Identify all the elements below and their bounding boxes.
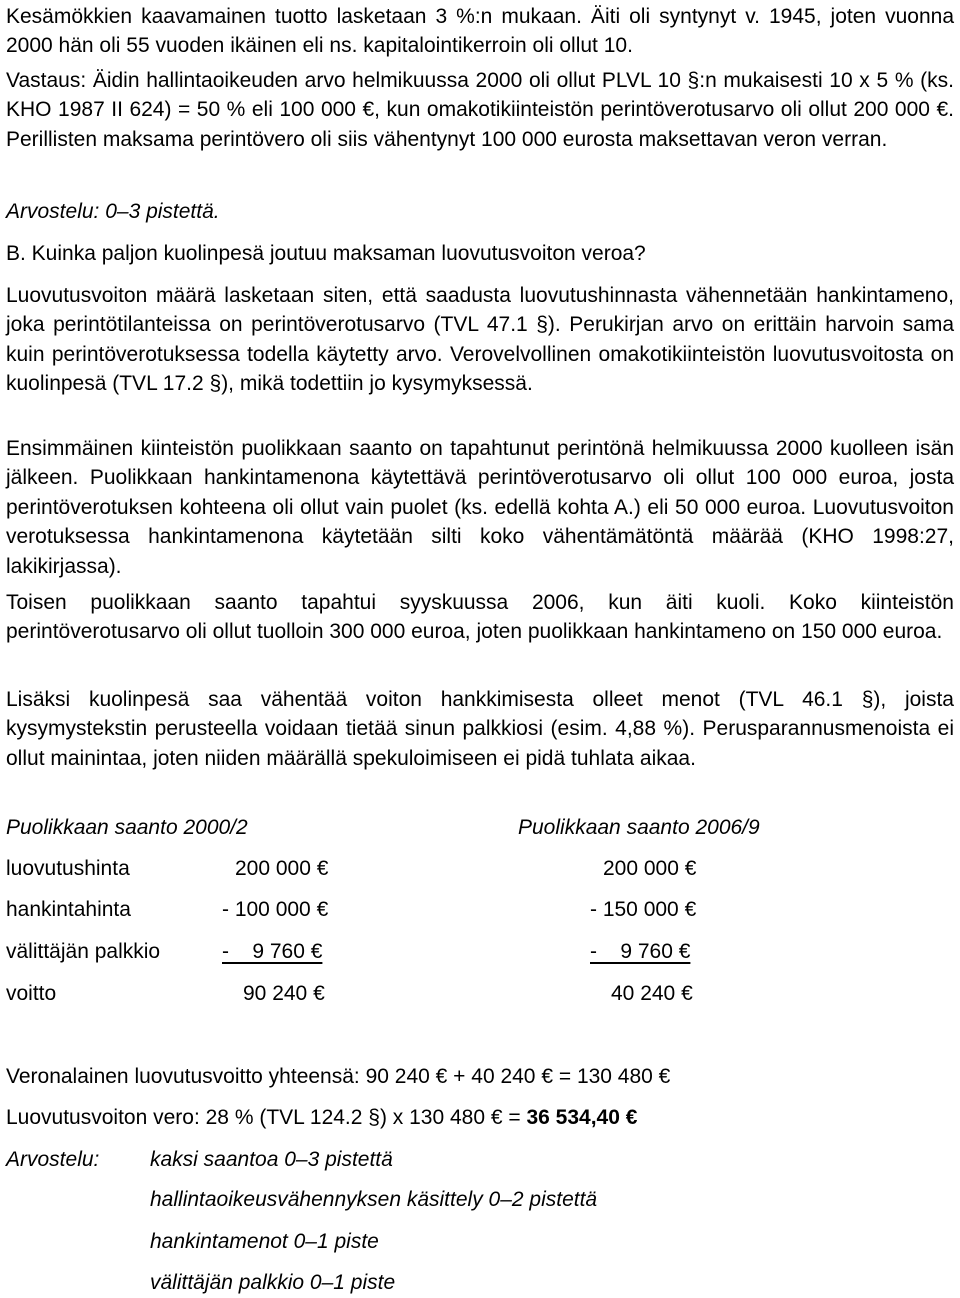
total-gain-line: Veronalainen luovutusvoitto yhteensä: 90 240 € + 40 240 € = 130 480 € xyxy=(6,1065,671,1088)
row-label-valittajan-palkkio: välittäjän palkkio xyxy=(6,940,161,963)
tax-line-text: Luovutusvoiton vero: 28 % (TVL 124.2 §) x 130 480 € = xyxy=(6,1106,527,1129)
value-2000-palkkio: - 9 760 € xyxy=(222,940,323,963)
tax-result: 36 534,40 € xyxy=(526,1106,638,1129)
tax-line xyxy=(6,1103,637,1132)
paragraph-ensimmainen-saanto: Ensimmäinen kiinteistön puolikkaan saanto on tapahtunut perintönä helmikuussa 2000 kuolleen isän jälkeen. Puolikkaan hankintamenona käytettävä perintöverotusarvo oli ollut 100 000 euroa, josta perintöverotuksen kohteena oli ollut vain puolet (ks. edellä kohta A.) eli 50 000 euroa. Luovutusvoiton verotuksessa hankintamenona käytetään silti koko vähentämätöntä määrää (KHO 1998:27, lakikirjassa). xyxy=(6,437,954,578)
value-2006-luovutushinta: 200 000 € xyxy=(603,857,697,880)
grading-item: hankintamenot 0–1 piste xyxy=(150,1230,379,1253)
paragraph-toinen-saanto: Toisen puolikkaan saanto tapahtui syyskuussa 2006, kun äiti kuoli. Koko kiinteistön perintöverotusarvo oli ollut tuolloin 300 000 euroa, joten puolikkaan hankintameno on 150 000 euroa. xyxy=(6,591,954,644)
paragraph-kesamokit: Kesämökkien kaavamainen tuotto lasketaan 3 %:n mukaan. Äiti oli syntynyt v. 1945, joten vuonna 2000 hän oli 55 vuoden ikäinen eli ns. kapitalointikerroin oli ollut 10. xyxy=(6,5,954,58)
paragraph-vastaus-a: Vastaus: Äidin hallintaoikeuden arvo helmikuussa 2000 oli ollut PLVL 10 §:n mukaisesti 10 x 5 % (ks. KHO 1987 II 624) = 50 % eli 100 000 €, kun omakotikiinteistön perintöverotusarvo oli ollut 200 000 €. Perillisten maksama perintövero oli siis vähentynyt 100 000 eurosta maksettavan veron verran. xyxy=(6,69,954,151)
paragraph-menot: Lisäksi kuolinpesä saa vähentää voiton hankkimisesta olleet menot (TVL 46.1 §), joista kysymystekstin perusteella voidaan tietää sinun palkkiosi (esim. 4,88 %). Perusparannusmenoista ei ollut mainintaa, joten niiden määrällä spekuloimiseen ei pidä tuhlata aikaa. xyxy=(6,688,954,770)
value-2006-hankintahinta: - 150 000 € xyxy=(590,898,697,921)
table-header-2000: Puolikkaan saanto 2000/2 xyxy=(6,816,248,839)
table-header-2006: Puolikkaan saanto 2006/9 xyxy=(518,816,760,839)
row-label-voitto: voitto xyxy=(6,982,57,1005)
grading-item: hallintaoikeusvähennyksen käsittely 0–2 pistettä xyxy=(150,1188,598,1211)
grading-item: välittäjän palkkio 0–1 piste xyxy=(150,1271,396,1294)
paragraph-luovutusvoitto: Luovutusvoiton määrä lasketaan siten, että saadusta luovutushinnasta vähennetään hankintameno, joka perintötilanteissa on perintöverotusarvo (TVL 47.1 §). Perukirjan arvo on erittäin harvoin sama kuin perintöverotuksessa todella käytetty arvo. Verovelvollinen omakotikiinteistön luovutusvoitosta on kuolinpesä (TVL 17.2 §), mikä todettiin jo kysymyksessä. xyxy=(6,284,954,396)
value-2000-luovutushinta: 200 000 € xyxy=(235,857,329,880)
grading-a: Arvostelu: 0–3 pistettä. xyxy=(6,200,220,223)
row-label-luovutushinta: luovutushinta xyxy=(6,857,130,880)
value-2000-voitto: 90 240 € xyxy=(243,982,325,1005)
question-b: B. Kuinka paljon kuolinpesä joutuu maksaman luovutusvoiton veroa? xyxy=(6,242,646,265)
value-2006-voitto: 40 240 € xyxy=(611,982,693,1005)
grading-item: kaksi saantoa 0–3 pistettä xyxy=(150,1148,393,1171)
row-label-hankintahinta: hankintahinta xyxy=(6,898,131,921)
value-2006-palkkio: - 9 760 € xyxy=(590,940,691,963)
grading-b-label: Arvostelu: xyxy=(6,1148,100,1171)
value-2000-hankintahinta: - 100 000 € xyxy=(222,898,329,921)
